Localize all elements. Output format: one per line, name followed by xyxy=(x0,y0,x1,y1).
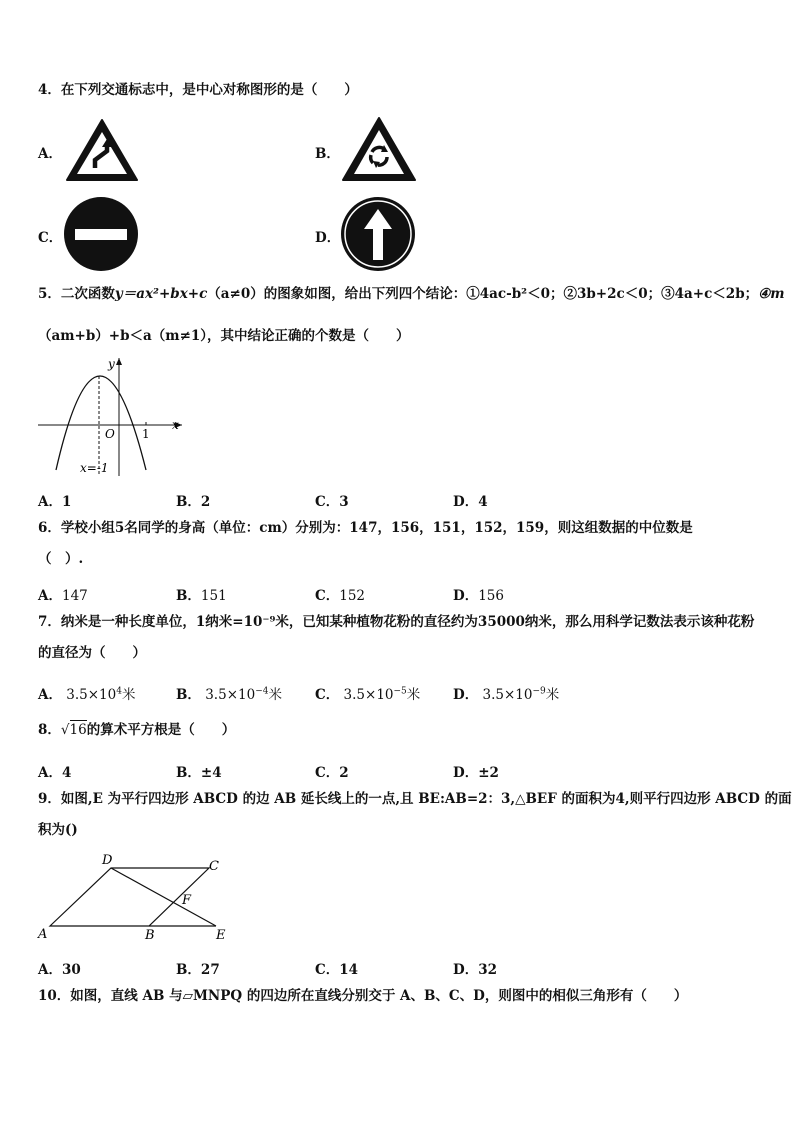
q7-option-d[interactable]: D． $3.5\times 10^{-9}$米 xyxy=(453,686,560,703)
zigzag-road-sign-icon xyxy=(64,117,140,183)
q7-stem-line2: 的直径为（ ） xyxy=(38,645,146,661)
q9-stem-line2: 积为() xyxy=(38,822,78,838)
point-a-label: A xyxy=(38,927,48,942)
q5-option-a[interactable]: A．1 xyxy=(38,494,72,510)
q5-stem: 5．二次函数y＝ax²+bx+c（a≠0）的图象如图，给出下列四个结论：①4ac-b²＜0；②3b+2c＜0；③4a+c＜2b；④m xyxy=(38,286,785,302)
y-axis-label: y xyxy=(108,357,115,371)
q4-option-d[interactable]: D． xyxy=(315,230,341,246)
q5-stem-line2: （am+b）+b＜a（m≠1），其中结论正确的个数是（ ） xyxy=(38,328,410,344)
q8-option-d[interactable]: D．±2 xyxy=(453,765,499,781)
q6-stem: 6．学校小组5名同学的身高（单位：cm）分别为：147，156，151，152，159，则这组数据的中位数是 xyxy=(38,520,693,536)
x-axis-label: x xyxy=(172,418,179,432)
point-e-label: E xyxy=(216,928,226,943)
q9-option-c[interactable]: C．14 xyxy=(315,962,359,978)
q9-option-b[interactable]: B．27 xyxy=(176,962,220,978)
q6-option-b[interactable]: B．151 xyxy=(176,588,227,604)
origin-label: O xyxy=(105,427,115,441)
straight-ahead-sign-icon xyxy=(339,196,417,272)
axis-of-symmetry-label: x=-1 xyxy=(80,461,109,475)
q8-option-b[interactable]: B．±4 xyxy=(176,765,222,781)
tick-label-1: 1 xyxy=(142,427,150,441)
q6-option-c[interactable]: C．152 xyxy=(315,588,366,604)
q7-stem: 7．纳米是一种长度单位，1纳米=10⁻⁹米，已知某种植物花粉的直径约为35000纳米，那么用科学记数法表示该种花粉 xyxy=(38,614,755,630)
q9-option-d[interactable]: D．32 xyxy=(453,962,498,978)
q7-option-a[interactable]: A． $3.5\times 10^4$米 xyxy=(38,686,136,703)
sqrt-sign-icon: √ xyxy=(60,722,70,738)
q4-option-b[interactable]: B． xyxy=(315,146,340,162)
q5-option-b[interactable]: B．2 xyxy=(176,494,211,510)
point-c-label: C xyxy=(209,859,219,874)
parallelogram-figure xyxy=(36,850,236,944)
q6-option-a[interactable]: A．147 xyxy=(38,588,88,604)
radicand: 16 xyxy=(69,722,87,738)
q8-stem: 8．√16的算术平方根是（ ） xyxy=(38,722,236,738)
q5-option-c[interactable]: C．3 xyxy=(315,494,349,510)
no-entry-sign-icon xyxy=(62,196,140,272)
q9-option-a[interactable]: A．30 xyxy=(38,962,81,978)
point-b-label: B xyxy=(145,928,155,943)
q7-option-b[interactable]: B． $3.5\times 10^{-4}$米 xyxy=(176,686,282,703)
q7-option-c[interactable]: C． $3.5\times 10^{-5}$米 xyxy=(315,686,421,703)
point-d-label: D xyxy=(102,853,113,868)
q8-option-c[interactable]: C．2 xyxy=(315,765,349,781)
q10-stem: 10．如图，直线 AB 与▱MNPQ 的四边所在直线分别交于 A、B、C、D，则图中的相似三角形有（ ） xyxy=(38,988,688,1004)
q6-stem-line2: （ ）. xyxy=(38,551,84,567)
q5-option-d[interactable]: D．4 xyxy=(453,494,488,510)
point-f-label: F xyxy=(182,893,192,908)
q9-stem: 9．如图,E 为平行四边形 ABCD 的边 AB 延长线上的一点,且 BE:AB=2：3,△BEF 的面积为4,则平行四边形 ABCD 的面 xyxy=(38,791,792,807)
q4-stem: 4．在下列交通标志中，是中心对称图形的是（ ） xyxy=(38,82,358,98)
parabola-graph xyxy=(36,354,186,480)
roundabout-sign-icon xyxy=(340,115,418,183)
q8-option-a[interactable]: A．4 xyxy=(38,765,72,781)
q6-option-d[interactable]: D．156 xyxy=(453,588,504,604)
q4-option-a[interactable]: A． xyxy=(38,146,62,162)
q4-option-c[interactable]: C． xyxy=(38,230,63,246)
